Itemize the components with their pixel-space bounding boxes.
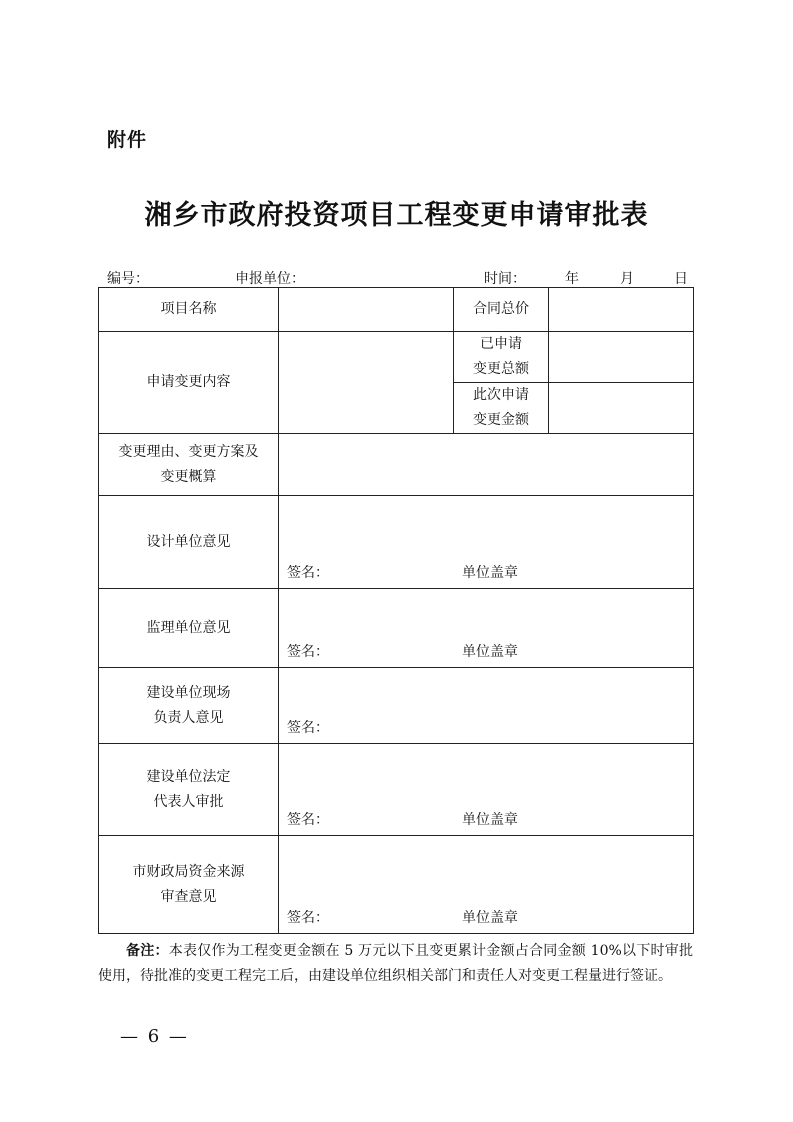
finance-review-field[interactable] — [279, 836, 694, 934]
this-amount-line1: 此次申请 — [473, 387, 529, 403]
design-opinion-field[interactable] — [279, 496, 694, 589]
change-reason-line1: 变更理由、变更方案及 — [118, 443, 259, 460]
approval-form-table — [98, 287, 694, 934]
signature-label: 签名： — [287, 812, 329, 828]
finance-review-line1: 市财政局资金来源 — [132, 863, 245, 880]
applied-total-line1: 已申请 — [480, 336, 522, 352]
this-amount-line2: 变更金额 — [473, 412, 529, 428]
legal-rep-field[interactable] — [279, 744, 694, 836]
legal-rep-line2: 代表人审批 — [153, 793, 224, 810]
remarks-note — [98, 939, 693, 989]
this-amount-label — [454, 383, 549, 434]
form-title: 湘乡市政府投资项目工程变更申请审批表 — [144, 200, 649, 231]
project-name-field[interactable] — [279, 288, 454, 332]
design-opinion-label: 设计单位意见 — [99, 496, 279, 589]
remarks-label: 备注： — [126, 943, 169, 959]
day-label: 日 — [674, 271, 688, 287]
stamp-label: 单位盖章 — [462, 812, 518, 828]
time-label: 时间： — [484, 271, 526, 287]
year-label: 年 — [565, 271, 579, 287]
unit-label: 申报单位： — [235, 271, 305, 287]
row-project-name — [99, 288, 694, 332]
page-number: — 6 — — [120, 1026, 189, 1047]
row-change-content — [99, 332, 694, 383]
change-content-label: 申请变更内容 — [99, 332, 279, 434]
applied-total-field[interactable] — [549, 332, 694, 383]
change-content-field[interactable] — [279, 332, 454, 434]
contract-total-label: 合同总价 — [454, 288, 549, 332]
row-site-manager-opinion — [99, 668, 694, 744]
site-manager-label — [99, 668, 279, 744]
supervision-opinion-label: 监理单位意见 — [99, 589, 279, 668]
finance-review-line2: 审查意见 — [160, 888, 217, 905]
site-manager-line2: 负责人意见 — [153, 709, 224, 726]
row-change-reason — [99, 434, 694, 496]
stamp-label: 单位盖章 — [462, 910, 518, 926]
row-supervision-opinion — [99, 589, 694, 668]
remarks-text: 本表仅作为工程变更金额在 5 万元以下且变更累计金额占合同金额 10%以下时审批使用，待批准的变更工程完工后，由建设单位组织相关部门和责任人对变更工程量进行签证。 — [98, 943, 694, 984]
signature-label: 签名： — [287, 644, 329, 660]
row-finance-review — [99, 836, 694, 934]
project-name-label: 项目名称 — [99, 288, 279, 332]
this-amount-field[interactable] — [549, 383, 694, 434]
change-reason-label — [99, 434, 279, 496]
site-manager-line1: 建设单位现场 — [146, 684, 231, 701]
applied-total-line2: 变更总额 — [473, 361, 529, 377]
legal-rep-line1: 建设单位法定 — [146, 768, 231, 785]
stamp-label: 单位盖章 — [462, 565, 518, 581]
stamp-label: 单位盖章 — [462, 644, 518, 660]
change-reason-line2: 变更概算 — [160, 468, 217, 485]
contract-total-field[interactable] — [549, 288, 694, 332]
signature-label: 签名： — [287, 720, 329, 736]
signature-label: 签名： — [287, 910, 329, 926]
row-legal-rep-approval — [99, 744, 694, 836]
row-design-opinion — [99, 496, 694, 589]
number-label: 编号： — [107, 271, 149, 287]
finance-review-label — [99, 836, 279, 934]
month-label: 月 — [620, 271, 634, 287]
change-reason-field[interactable] — [279, 434, 694, 496]
legal-rep-label — [99, 744, 279, 836]
attachment-label: 附件 — [107, 129, 148, 151]
supervision-opinion-field[interactable] — [279, 589, 694, 668]
applied-total-label — [454, 332, 549, 383]
site-manager-field[interactable] — [279, 668, 694, 744]
signature-label: 签名： — [287, 565, 329, 581]
